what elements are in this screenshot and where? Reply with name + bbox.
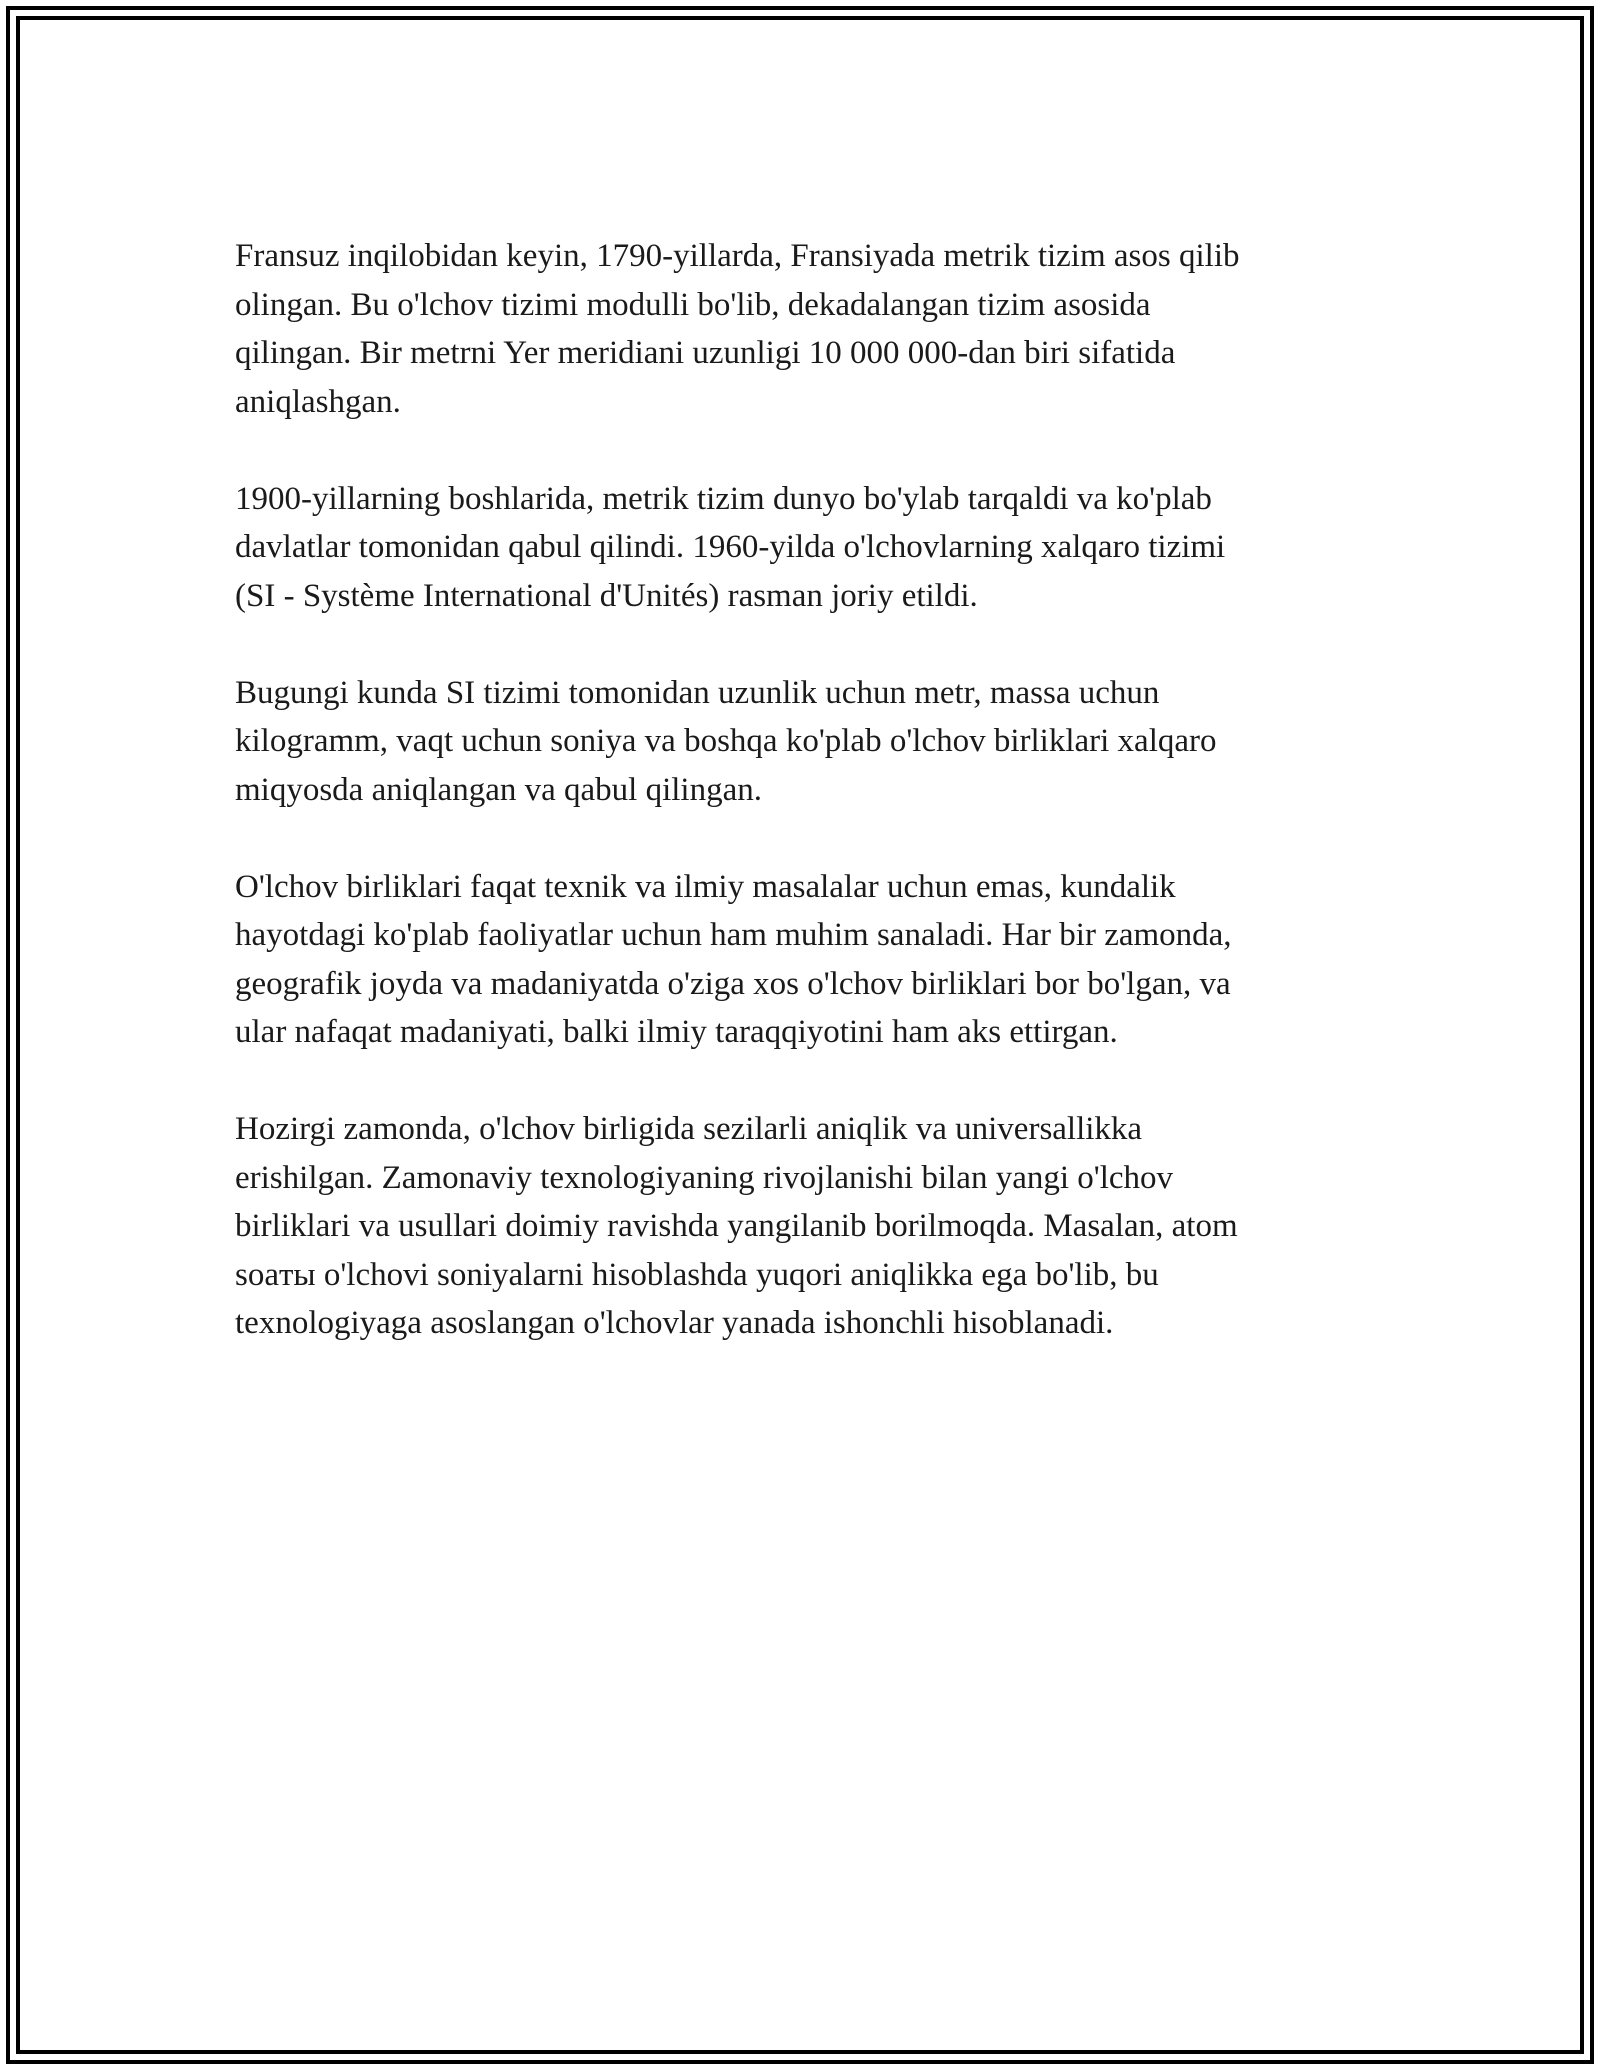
paragraph-metric-origin: Fransuz inqilobidan keyin, 1790-yillarda, Fransiyada metrik tizim asos qilib olingan. Bu o'lchov tizimi modulli bo'lib, dekadalangan tizim asosida qilingan. Bir metrni Yer meridiani uzunligi 10 000 000-dan biri sifatida aniqlashgan. — [235, 238, 1240, 420]
document-body — [235, 232, 1365, 1396]
paragraph-si-units-today: Bugungi kunda SI tizimi tomonidan uzunlik uchun metr, massa uchun kilogramm, vaqt uchun soniya va boshqa ko'plab o'lchov birliklari xalqaro miqyosda aniqlangan va qabul qilingan. — [235, 674, 1217, 808]
paragraph-modern-precision: Hozirgi zamonda, o'lchov birligida sezilarli aniqlik va universallikka erishilgan. Zamonaviy texnologiyaning rivojlanishi bilan yangi o'lchov birliklari va usullari doimiy ravishda yangilanib borilmoqda. Masalan, atom soaты o'lchovi soniyalarni hisoblashda yuqori aniqlikka ega bo'lib, bu texnologiyaga asoslangan o'lchovlar yanada ishonchli hisoblanadi. — [235, 1111, 1238, 1341]
paragraph-si-adoption: 1900-yillarning boshlarida, metrik tizim dunyo bo'ylab tarqaldi va ko'plab davlatlar tomonidan qabul qilindi. 1960-yilda o'lchovlarning xalqaro tizimi (SI - Système International d'Unités) rasman joriy etildi. — [235, 480, 1226, 614]
paragraph-units-in-daily-life: O'lchov birliklari faqat texnik va ilmiy masalalar uchun emas, kundalik hayotdagi ko'plab faoliyatlar uchun ham muhim sanaladi. Har bir zamonda, geografik joyda va madaniyatda o'ziga xos o'lchov birliklari bor bo'lgan, va ular nafaqat madaniyati, balki ilmiy taraqqiyotini ham aks ettirgan. — [235, 868, 1232, 1050]
